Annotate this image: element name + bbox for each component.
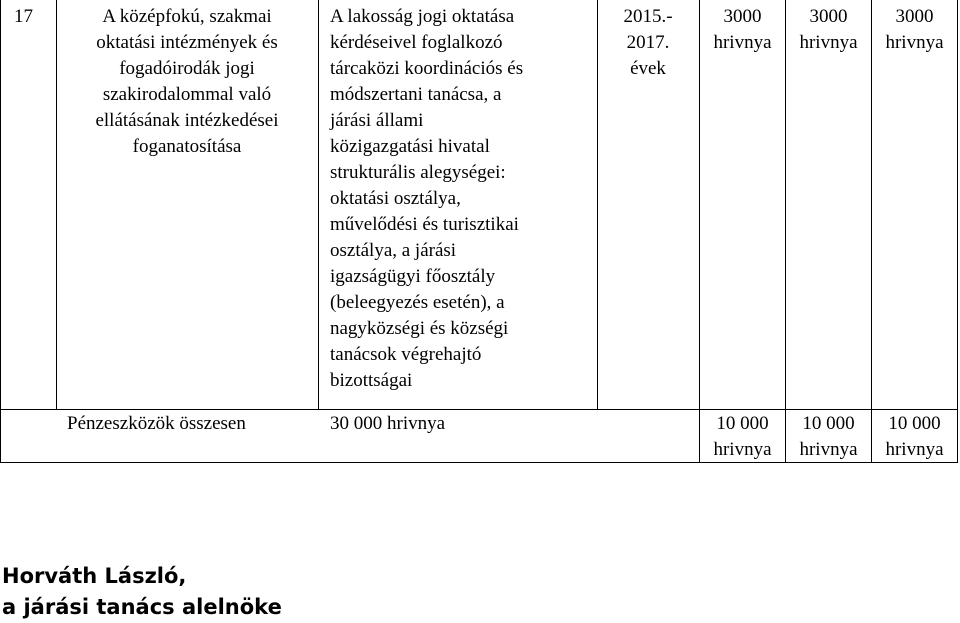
- amount-cell: [872, 4, 957, 56]
- task-description: [58, 4, 316, 160]
- executor-line: igazságügyi főosztály: [330, 266, 496, 287]
- executor-line: tárcaközi koordinációs és: [330, 58, 524, 79]
- executor-line: módszertani tanácsa, a: [330, 84, 502, 105]
- total-amount-value: 10 000: [888, 413, 941, 434]
- amount-currency: hrivnya: [713, 32, 772, 53]
- executor-line: A lakosság jogi oktatása: [330, 6, 515, 27]
- column-divider-5: [785, 0, 786, 462]
- amount-cell: [700, 4, 785, 56]
- task-line: szakirodalommal való: [102, 84, 272, 105]
- table-border-right: [957, 0, 958, 462]
- executor-line: járási állami: [330, 110, 424, 131]
- amount-value: 3000: [895, 6, 934, 27]
- executor-line: tanácsok végrehajtó: [330, 344, 482, 365]
- task-line: fogadóirodák jogi: [119, 58, 255, 79]
- row-number: 17: [14, 6, 33, 27]
- executor-line: bizottságai: [330, 370, 413, 391]
- executors-list: [330, 4, 595, 394]
- column-divider-1: [56, 0, 57, 410]
- column-divider-6: [871, 0, 872, 462]
- total-amount-currency: hrivnya: [713, 439, 772, 460]
- totals-sum: 30 000 hrivnya: [330, 413, 446, 434]
- totals-label: Pénzeszközök összesen: [67, 413, 246, 434]
- executor-line: kérdéseivel foglalkozó: [330, 32, 503, 53]
- task-line: A középfokú, szakmai: [102, 6, 272, 27]
- column-divider-2: [318, 0, 319, 410]
- task-line: ellátásának intézkedései: [95, 110, 279, 131]
- signatory-title: a járási tanács alelnöke: [2, 595, 282, 619]
- total-amount-currency: hrivnya: [885, 439, 944, 460]
- executor-line: (beleegyezés esetén), a: [330, 292, 505, 313]
- total-amount-currency: hrivnya: [799, 439, 858, 460]
- signatory-name: Horváth László,: [2, 564, 187, 588]
- total-amount-value: 10 000: [716, 413, 769, 434]
- total-amount-cell: [700, 411, 785, 463]
- amount-value: 3000: [723, 6, 762, 27]
- task-line: foganatosítása: [132, 136, 242, 157]
- row-divider: [0, 409, 958, 410]
- total-amount-cell: [786, 411, 871, 463]
- executor-line: közigazgatási hivatal: [330, 136, 490, 157]
- amount-cell: [786, 4, 871, 56]
- executor-line: osztálya, a járási: [330, 240, 457, 261]
- executor-line: oktatási osztálya,: [330, 188, 461, 209]
- period-line: 2015.-: [623, 6, 673, 27]
- executor-line: nagyközségi és községi: [330, 318, 509, 339]
- table-border-left: [0, 0, 1, 462]
- executor-line: strukturális alegységei:: [330, 162, 506, 183]
- total-amount-value: 10 000: [802, 413, 855, 434]
- task-line: oktatási intézmények és: [96, 32, 278, 53]
- period-line: évek: [630, 58, 666, 79]
- amount-currency: hrivnya: [885, 32, 944, 53]
- period-line: 2017.: [626, 32, 670, 53]
- executor-line: művelődési és turisztikai: [330, 214, 519, 235]
- amount-currency: hrivnya: [799, 32, 858, 53]
- column-divider-4: [699, 0, 700, 462]
- total-amount-cell: [872, 411, 957, 463]
- amount-value: 3000: [809, 6, 848, 27]
- period-cell: [598, 4, 698, 82]
